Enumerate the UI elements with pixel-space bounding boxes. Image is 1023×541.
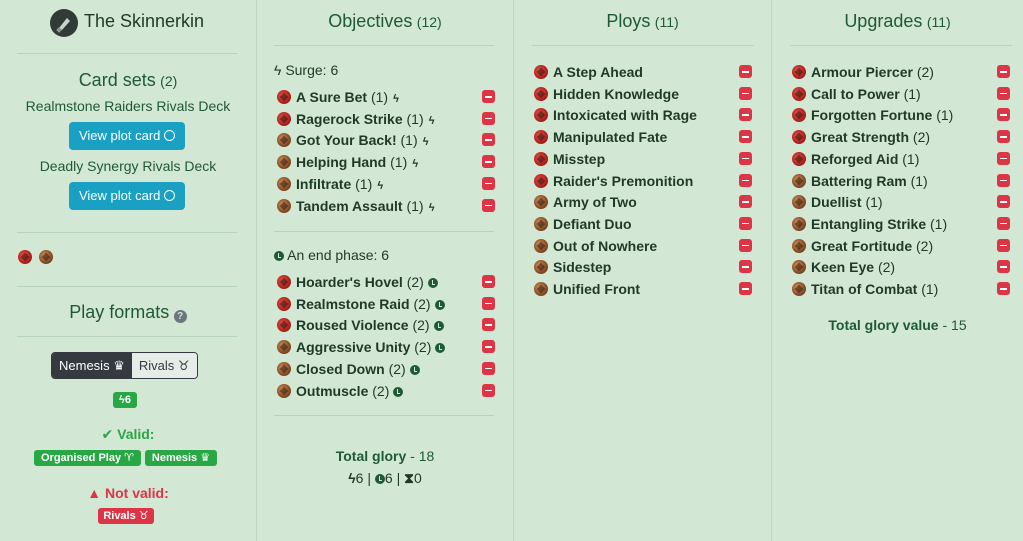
- lightning-icon: ϟ: [393, 93, 399, 105]
- upgrades-count: (11): [926, 14, 951, 30]
- surge-count: 6: [124, 394, 131, 406]
- card-quantity: (2): [414, 339, 432, 356]
- end-total: 6: [384, 470, 393, 486]
- clock-icon: [428, 278, 438, 288]
- ploys-heading: [514, 11, 771, 32]
- card-row[interactable]: [277, 315, 444, 335]
- objectives-title: Objectives: [328, 11, 413, 31]
- card-row[interactable]: [534, 149, 605, 169]
- compass-icon: [164, 130, 175, 141]
- card-name: A Sure Bet: [296, 89, 368, 105]
- card-quantity: (2): [412, 317, 430, 334]
- clock-icon: [435, 300, 445, 310]
- badge-label: Organised Play: [40, 452, 122, 464]
- card-row[interactable]: [534, 84, 679, 104]
- card-name: Helping Hand: [296, 154, 387, 171]
- button-label: View plot card: [78, 188, 161, 203]
- remove-card-button[interactable]: [997, 217, 1010, 230]
- card-quantity: (1): [390, 154, 408, 171]
- faction-brown-icon: [534, 260, 548, 274]
- card-row[interactable]: [534, 127, 667, 147]
- card-quantity: (1): [406, 110, 424, 127]
- faction-red-icon: [792, 108, 806, 122]
- card-quantity: (2): [413, 295, 431, 312]
- card-row[interactable]: [792, 127, 930, 147]
- valid-heading: [0, 426, 256, 443]
- invalid-label: Not valid:: [104, 485, 169, 501]
- faction-brown-icon: [792, 217, 806, 231]
- card-row[interactable]: [534, 214, 632, 234]
- faction-red-icon: [792, 130, 806, 144]
- faction-brown-icon: [534, 195, 548, 209]
- surge-badge: [113, 392, 137, 408]
- faction-red-icon: [277, 297, 291, 311]
- remove-card-button[interactable]: [482, 275, 495, 288]
- objectives-column: [257, 0, 514, 541]
- divider: [532, 45, 754, 46]
- card-quantity: (2): [372, 382, 390, 399]
- lightning-icon: ϟ: [412, 158, 419, 171]
- card-row[interactable]: [792, 257, 895, 277]
- faction-brown-icon: [277, 177, 291, 191]
- card-quantity: (1): [902, 150, 920, 167]
- remove-card-button[interactable]: [997, 65, 1010, 78]
- nemesis-toggle[interactable]: [52, 353, 132, 378]
- rivals-toggle[interactable]: [132, 353, 197, 378]
- remove-card-button[interactable]: [482, 340, 495, 353]
- remove-card-button[interactable]: [482, 362, 495, 375]
- format-toggle: [51, 352, 198, 379]
- card-name: Closed Down: [296, 360, 385, 377]
- lightning-icon: ϟ: [422, 136, 429, 149]
- upgrades-total: [772, 317, 1023, 333]
- card-row[interactable]: [534, 171, 693, 191]
- remove-card-button[interactable]: [739, 174, 752, 187]
- lightning-icon: ϟ: [428, 114, 435, 127]
- ploys-title: Ploys: [606, 11, 651, 31]
- warband-column: [0, 0, 257, 541]
- clock-icon: [393, 387, 403, 397]
- cardsets-heading: [0, 70, 256, 91]
- card-name: Entangling Strike: [811, 215, 927, 232]
- card-quantity: (1): [930, 215, 948, 232]
- faction-red-icon: [534, 152, 548, 166]
- card-row[interactable]: [534, 105, 697, 125]
- card-quantity: (1): [865, 194, 883, 211]
- faction-brown-icon: [277, 133, 291, 147]
- card-name: Battering Ram: [811, 172, 907, 189]
- divider: [17, 336, 237, 337]
- card-name: Unified Front: [553, 281, 641, 297]
- nemesis-badge: [145, 450, 217, 466]
- total-glory: [257, 448, 513, 464]
- badge-label: Nemesis: [151, 452, 198, 464]
- lightning-icon: ϟ: [348, 470, 356, 486]
- remove-card-button[interactable]: [997, 130, 1010, 143]
- total-glory-value: - 18: [410, 448, 435, 464]
- card-name: Call to Power: [811, 85, 900, 102]
- view-plot-card-button[interactable]: [69, 182, 185, 210]
- card-name: Realmstone Raid: [296, 295, 410, 312]
- remove-card-button[interactable]: [997, 108, 1010, 121]
- faction-brown-icon: [792, 195, 806, 209]
- card-quantity: (1): [903, 85, 921, 102]
- faction-brown-icon: [534, 217, 548, 231]
- card-name: Intoxicated with Rage: [553, 107, 697, 124]
- warband-knife-icon: [50, 9, 78, 37]
- card-name: Manipulated Fate: [553, 129, 668, 146]
- card-row[interactable]: [792, 279, 938, 299]
- card-row[interactable]: [792, 149, 919, 169]
- warband-name: The Skinnerkin: [84, 11, 205, 31]
- card-quantity: (1): [400, 132, 418, 149]
- card-name: Infiltrate: [296, 175, 352, 192]
- rivals-badge: [98, 508, 154, 524]
- card-row[interactable]: [792, 62, 934, 82]
- card-name: Raider's Premonition: [553, 172, 694, 189]
- card-name: Duellist: [811, 194, 862, 211]
- faction-red-icon: [277, 275, 291, 289]
- remove-card-button[interactable]: [482, 199, 495, 212]
- remove-card-button[interactable]: [482, 112, 495, 125]
- cardset-name: Realmstone Raiders Rivals Deck: [25, 98, 231, 114]
- remove-card-button[interactable]: [739, 239, 752, 252]
- faction-brown-icon: [277, 199, 291, 213]
- faction-red-icon: [534, 174, 548, 188]
- ploys-count: (11): [654, 14, 679, 30]
- lightning-icon: ϟ: [428, 201, 435, 214]
- card-row[interactable]: [277, 130, 431, 150]
- remove-card-button[interactable]: [997, 152, 1010, 165]
- card-name: Keen Eye: [811, 259, 875, 276]
- faction-brown-icon: [277, 384, 291, 398]
- upgrades-column: [772, 0, 1023, 541]
- remove-card-button[interactable]: [739, 108, 752, 121]
- clock-icon: [435, 343, 445, 353]
- endphase-section-label: [274, 247, 389, 263]
- card-name: Titan of Combat: [811, 281, 918, 297]
- faction-brown-icon: [534, 282, 548, 296]
- divider: [17, 232, 237, 233]
- remove-card-button[interactable]: [997, 195, 1010, 208]
- remove-card-button[interactable]: [739, 65, 752, 78]
- lightning-icon: ϟ: [274, 62, 282, 78]
- check-circle-icon: ✔: [101, 426, 114, 442]
- card-name: Forgotten Fortune: [811, 107, 933, 124]
- divider: [274, 415, 494, 416]
- ploys-column: [514, 0, 772, 541]
- card-row[interactable]: [277, 152, 420, 172]
- hourglass-icon: ⧗: [404, 470, 414, 486]
- invalid-heading: [0, 485, 256, 501]
- card-row[interactable]: [534, 192, 637, 212]
- card-name: Sidestep: [553, 259, 612, 276]
- toggle-label: Rivals: [138, 358, 175, 373]
- crown-icon: ♛: [113, 358, 125, 373]
- card-name: Hidden Knowledge: [553, 85, 679, 102]
- faction-brown-icon: [534, 239, 548, 253]
- remove-card-button[interactable]: [997, 87, 1010, 100]
- cardset-name: Deadly Synergy Rivals Deck: [39, 158, 217, 174]
- card-quantity: (1): [936, 107, 954, 124]
- surge-section-label: [274, 62, 338, 78]
- card-row[interactable]: [277, 272, 438, 292]
- section-label: An end phase: 6: [287, 247, 390, 263]
- card-row[interactable]: [792, 105, 953, 125]
- toggle-label: Nemesis: [59, 358, 110, 373]
- remove-card-button[interactable]: [997, 239, 1010, 252]
- card-row[interactable]: [277, 337, 445, 357]
- remove-card-button[interactable]: [482, 177, 495, 190]
- remove-card-button[interactable]: [482, 90, 495, 103]
- card-row[interactable]: [792, 171, 928, 191]
- upgrades-title: Upgrades: [844, 11, 923, 31]
- total-glory-value-label: Total glory value: [828, 317, 939, 333]
- faction-brown-icon: [277, 362, 291, 376]
- remove-card-button[interactable]: [997, 260, 1010, 273]
- remove-card-button[interactable]: [739, 195, 752, 208]
- faction-red-icon: [277, 90, 291, 104]
- cardsets-title: Card sets: [78, 70, 156, 90]
- card-quantity: (1): [406, 197, 424, 214]
- card-row[interactable]: [277, 359, 420, 379]
- faction-brown-icon: [277, 340, 291, 354]
- card-name: Roused Violence: [296, 317, 409, 334]
- card-quantity: (2): [388, 360, 406, 377]
- card-quantity: (2): [916, 237, 934, 254]
- view-plot-card-button[interactable]: [69, 122, 185, 150]
- compass-icon: [164, 190, 175, 201]
- card-name: Ragerock Strike: [296, 110, 403, 127]
- card-row[interactable]: [277, 174, 385, 194]
- card-row[interactable]: [534, 236, 657, 256]
- faction-brown-icon: [792, 239, 806, 253]
- crown-icon: ♛: [200, 452, 211, 464]
- cardsets-count: (2): [160, 73, 178, 89]
- remove-card-button[interactable]: [482, 318, 495, 331]
- divider: [17, 53, 237, 54]
- warning-icon: ▲: [87, 485, 102, 501]
- remove-card-button[interactable]: [739, 217, 752, 230]
- faction-red-icon: [18, 250, 32, 264]
- card-quantity: (1): [910, 172, 928, 189]
- card-name: Tandem Assault: [296, 197, 403, 214]
- card-quantity: (1): [921, 281, 939, 297]
- faction-red-icon: [792, 65, 806, 79]
- card-row[interactable]: [534, 257, 611, 277]
- glory-breakdown: ϟ6 | 6 | ⧗0: [348, 470, 422, 486]
- card-row[interactable]: [277, 196, 437, 216]
- card-quantity: (2): [916, 64, 934, 80]
- card-row[interactable]: [277, 109, 437, 129]
- total-glory-label: Total glory: [335, 448, 407, 464]
- lightning-icon: ϟ: [377, 179, 384, 192]
- card-name: A Step Ahead: [553, 64, 643, 80]
- help-icon[interactable]: ?: [174, 310, 187, 323]
- card-name: Outmuscle: [296, 382, 369, 399]
- card-quantity: (2): [406, 274, 424, 290]
- card-name: Aggressive Unity: [296, 339, 411, 356]
- card-quantity: (2): [877, 259, 896, 276]
- remove-card-button[interactable]: [997, 282, 1010, 295]
- upgrades-heading: [772, 11, 1023, 32]
- total-glory-value: - 15: [942, 317, 967, 333]
- faction-red-icon: [534, 108, 548, 122]
- remove-card-button[interactable]: [482, 133, 495, 146]
- trophy-icon: ♈: [124, 452, 135, 464]
- faction-red-icon: [534, 130, 548, 144]
- organised-play-badge: [34, 450, 141, 466]
- card-row[interactable]: [534, 62, 643, 82]
- card-name: Armour Piercer: [811, 64, 913, 80]
- card-name: Got Your Back!: [296, 132, 397, 149]
- faction-brown-icon: [792, 260, 806, 274]
- medal-icon: ♉: [177, 358, 190, 373]
- clock-icon: [410, 365, 420, 375]
- faction-brown-icon: [792, 174, 806, 188]
- formats-title: Play formats: [69, 302, 170, 322]
- remove-card-button[interactable]: [482, 155, 495, 168]
- card-row[interactable]: [792, 84, 921, 104]
- card-row[interactable]: [534, 279, 640, 299]
- divider: [274, 45, 494, 46]
- card-row[interactable]: [792, 214, 947, 234]
- card-row[interactable]: [792, 192, 883, 212]
- divider: [17, 286, 237, 287]
- formats-heading: [0, 302, 256, 323]
- faction-icons: [18, 249, 53, 267]
- remove-card-button[interactable]: [739, 87, 752, 100]
- faction-red-icon: [792, 152, 806, 166]
- lightning-icon: ϟ: [119, 394, 125, 406]
- card-name: Army of Two: [553, 194, 637, 211]
- badge-label: Rivals: [103, 510, 136, 522]
- medal-icon: ♉: [138, 510, 149, 522]
- clock-icon: [434, 321, 444, 331]
- section-label: Surge: 6: [285, 62, 339, 78]
- card-name: Reforged Aid: [811, 150, 899, 167]
- card-name: Great Strength: [811, 129, 910, 146]
- divider: [274, 231, 494, 232]
- remove-card-button[interactable]: [739, 260, 752, 273]
- remove-card-button[interactable]: [482, 297, 495, 310]
- faction-brown-icon: [39, 250, 53, 264]
- remove-card-button[interactable]: [739, 282, 752, 295]
- faction-brown-icon: [792, 282, 806, 296]
- faction-red-icon: [792, 87, 806, 101]
- surge-total: 6: [355, 470, 364, 486]
- faction-red-icon: [277, 318, 291, 332]
- valid-label: Valid:: [117, 426, 155, 442]
- objectives-heading: [257, 11, 513, 32]
- third-total: 0: [413, 470, 422, 486]
- card-row[interactable]: [277, 381, 403, 401]
- card-quantity: (1): [355, 175, 373, 192]
- card-row[interactable]: [277, 87, 401, 107]
- remove-card-button[interactable]: [997, 174, 1010, 187]
- card-row[interactable]: [792, 236, 933, 256]
- faction-red-icon: [277, 112, 291, 126]
- button-label: View plot card: [78, 128, 161, 143]
- faction-red-icon: [534, 87, 548, 101]
- card-name: Misstep: [553, 150, 606, 167]
- faction-brown-icon: [277, 155, 291, 169]
- clock-icon: [274, 251, 284, 261]
- clock-icon: [375, 474, 385, 484]
- remove-card-button[interactable]: [739, 152, 752, 165]
- card-quantity: (2): [912, 129, 931, 146]
- card-row[interactable]: [277, 294, 445, 314]
- remove-card-button[interactable]: [482, 384, 495, 397]
- card-name: Hoarder's Hovel: [296, 274, 403, 290]
- remove-card-button[interactable]: [739, 130, 752, 143]
- divider: [790, 45, 1012, 46]
- card-quantity: (1): [370, 89, 389, 105]
- faction-red-icon: [534, 65, 548, 79]
- objectives-count: (12): [416, 14, 442, 30]
- card-name: Out of Nowhere: [553, 237, 658, 254]
- card-name: Defiant Duo: [553, 215, 632, 232]
- card-name: Great Fortitude: [811, 237, 913, 254]
